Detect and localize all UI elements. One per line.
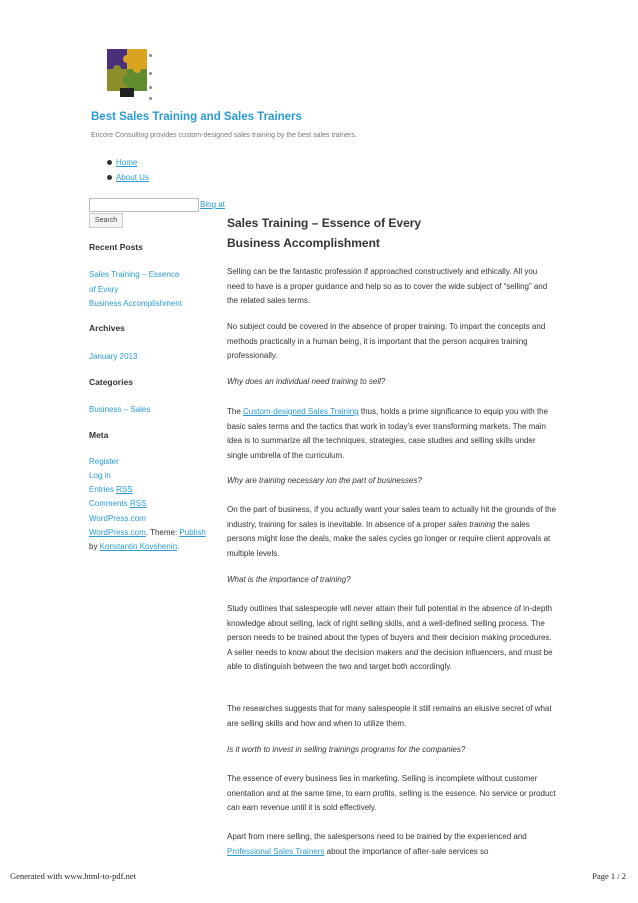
entries-rss-link[interactable]: RSS bbox=[116, 485, 133, 494]
meta-heading: Meta bbox=[89, 430, 109, 440]
post-paragraph bbox=[227, 405, 557, 463]
post-paragraph: No subject could be covered in the absence of proper training. To impart the concepts and methods practically in a human being, it is important that the person acquires training professionally. bbox=[227, 322, 546, 360]
post-paragraph bbox=[227, 830, 557, 859]
login-link[interactable]: Log in bbox=[89, 471, 111, 480]
post-question: Why does an individual need training to sell? bbox=[227, 377, 386, 386]
p3-post: thus, holds a prime significance to equip you with the basic sales terms and the tactics that work in today’s ever transforming markets. The main idea is to summarize all the techniques, strategies, case studies and selling skills under single umbrella of the curriculum. bbox=[227, 407, 549, 460]
main-nav bbox=[104, 155, 149, 185]
p4-em: sales training bbox=[448, 519, 496, 529]
footer-page-number: Page 1 / 2 bbox=[592, 871, 626, 881]
recent-post-link[interactable]: Business Accomplishment bbox=[89, 299, 182, 308]
nav-item-about[interactable] bbox=[104, 170, 149, 185]
post-title-line: Business Accomplishment bbox=[227, 236, 380, 250]
puzzle-logo-icon bbox=[104, 46, 150, 100]
bullet-icon bbox=[107, 160, 112, 165]
site-tagline: Encore Consulting provides custom-designed sales training by the best sales trainers. bbox=[91, 132, 357, 139]
post-title bbox=[227, 213, 527, 253]
credit-line bbox=[89, 526, 206, 539]
p4-post: the sales persons might lose the deals, make the sales cycles go longer or require client approvals at multiple levels. bbox=[227, 519, 551, 558]
post-paragraph bbox=[227, 503, 557, 561]
search-input[interactable] bbox=[89, 198, 199, 212]
period-text: . bbox=[177, 542, 180, 551]
recent-post-link[interactable]: Sales Training – Essence bbox=[89, 270, 180, 279]
p8-pre: Apart from mere selling, the salespersons need to be trained by the experienced and bbox=[227, 832, 527, 841]
register-link[interactable]: Register bbox=[89, 457, 119, 466]
nav-link-home[interactable]: Home bbox=[116, 158, 138, 167]
bullet-icon bbox=[107, 175, 112, 180]
p8-post: about the importance of after-sale services so bbox=[324, 846, 489, 856]
custom-sales-training-link[interactable]: Custom-designed Sales Training bbox=[243, 407, 359, 416]
p4-pre: On the part of business, if you actually want your sales team to actually hit the grounds of the industry, training for sales is inevitable. In absence of a proper bbox=[227, 505, 557, 529]
post-question: Why are training necessary ion the part of businesses? bbox=[227, 476, 422, 485]
search-button[interactable]: Search bbox=[89, 213, 123, 228]
post-question: Is it worth to invest in selling trainings programs for the companies? bbox=[227, 745, 466, 754]
blog-at-link[interactable]: Blog at bbox=[200, 200, 225, 209]
logo-dot bbox=[149, 86, 152, 89]
post-title-line: Sales Training – Essence of Every bbox=[227, 216, 422, 230]
by-text: by bbox=[89, 542, 100, 551]
nav-link-about[interactable]: About Us bbox=[116, 173, 149, 182]
professional-sales-trainers-link[interactable]: Professional Sales Trainers bbox=[227, 846, 325, 856]
nav-item-home[interactable] bbox=[104, 155, 149, 170]
post-paragraph: Study outlines that salespeople will never attain their full potential in the absence of in-depth knowledge about selling, lack of right selling skills, and a well-defined selling process. The person needs to be trained about the types of buyers and their decision making procedures. A seller needs to know about the decision makers and the decision influencers, and must be able to distinguish between the two and target both accordingly. bbox=[227, 604, 553, 671]
recent-posts-heading: Recent Posts bbox=[89, 242, 143, 252]
archives-heading: Archives bbox=[89, 323, 125, 333]
footer-generator-text: Generated with www.html-to-pdf.net bbox=[10, 871, 136, 881]
logo-dot bbox=[149, 97, 152, 100]
recent-post-link[interactable]: of Every bbox=[89, 285, 119, 294]
logo-dot bbox=[149, 54, 152, 57]
comments-rss-link[interactable]: RSS bbox=[129, 499, 147, 508]
publish-theme-link[interactable]: Publish bbox=[179, 528, 206, 537]
post-paragraph: The essence of every business lies in marketing. Selling is incomplete without customer orientation and at the same time, to earn profits, selling is the essence. No service or product can earn revenue until it is sold effectively. bbox=[227, 774, 556, 812]
post-question: What is the importance of training? bbox=[227, 575, 351, 584]
entries-link[interactable]: Entries bbox=[89, 485, 114, 494]
archive-link[interactable]: January 2013 bbox=[89, 352, 138, 361]
site-title[interactable]: Best Sales Training and Sales Trainers bbox=[91, 111, 302, 123]
comments-link[interactable]: Comments bbox=[89, 499, 128, 508]
categories-heading: Categories bbox=[89, 377, 133, 387]
logo-dot bbox=[149, 72, 152, 75]
category-link[interactable]: Business – Sales bbox=[89, 405, 151, 414]
entries-rss-line bbox=[89, 483, 133, 496]
wordpress-link[interactable]: WordPress.com bbox=[89, 514, 146, 523]
theme-text: . Theme: bbox=[145, 528, 180, 537]
wordpress-credit-link[interactable]: WordPress.com bbox=[89, 528, 146, 537]
author-line bbox=[89, 540, 179, 553]
author-link[interactable]: Konstantin Kovshenin bbox=[99, 542, 178, 551]
post-paragraph: Selling can be the fantastic profession if approached constructively and ethically. All you need to have is a proper guidance and help so as to cover the wide subject of “selling” and the related sales terms. bbox=[227, 267, 548, 305]
p3-pre: The bbox=[227, 407, 244, 416]
comments-rss-line bbox=[89, 497, 146, 510]
post-paragraph: The researches suggests that for many salespeople it still remains an elusive secret of what are selling skills and how and when to utilize them. bbox=[227, 704, 552, 728]
